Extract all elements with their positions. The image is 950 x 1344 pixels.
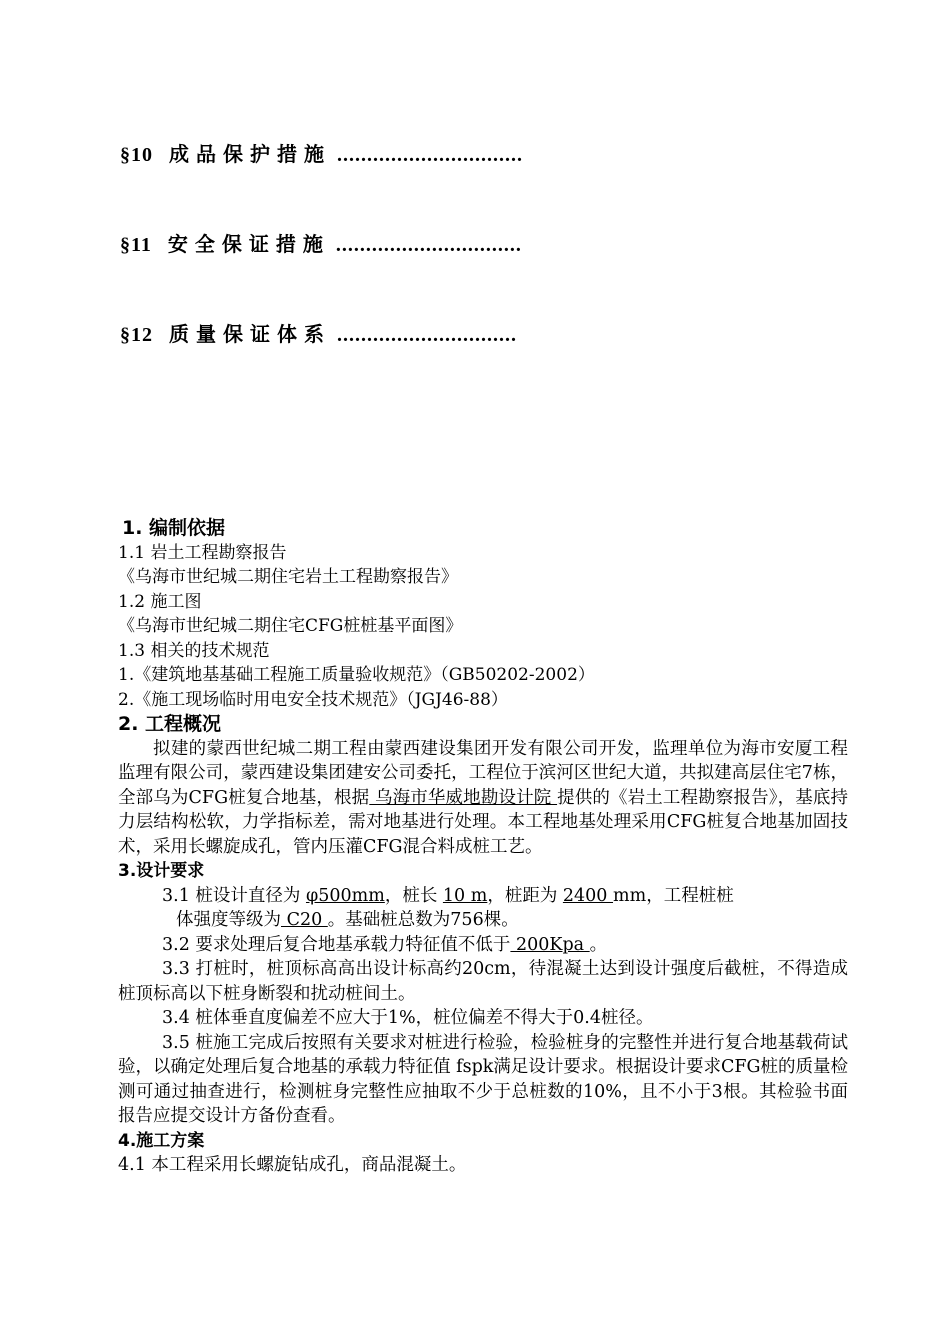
req-text: 3.1 桩设计直径为 xyxy=(162,885,306,906)
basis-item: 1.《建筑地基基础工程施工质量验收规范》（GB50202-2002） xyxy=(118,665,595,685)
basis-item: 2.《施工现场临时用电安全技术规范》（JGJ46-88） xyxy=(118,689,508,710)
bearing-capacity: 200Kpa xyxy=(510,934,590,955)
toc-section-number: §10 xyxy=(120,144,153,166)
toc-title: 质量保证体系 xyxy=(169,324,331,346)
req-3-1-line1 xyxy=(118,884,848,909)
req-3-2 xyxy=(118,933,848,958)
document-body xyxy=(118,516,848,1178)
section-2-heading: 2. 工程概况 xyxy=(118,713,222,735)
section-3-heading: 3.设计要求 xyxy=(118,861,205,881)
toc-dots: ............................... xyxy=(335,234,522,256)
toc-section-number: §11 xyxy=(120,234,152,256)
toc-section-number: §12 xyxy=(120,324,153,346)
basis-item: 1.2 施工图 xyxy=(118,591,202,612)
pile-length: 10 m xyxy=(442,885,488,906)
toc-title: 安全保证措施 xyxy=(167,234,330,256)
req-text: 体强度等级为 xyxy=(176,910,281,930)
toc-dots: .............................. xyxy=(337,324,517,346)
overview-text: 拟建的蒙西世纪城二期工程由蒙西建设集团开发有限公司开发，监理单位为海市安厦工程监理有限公司，蒙西建设集团建安公司委托，工程位于滨河区世纪大道，共拟建高层住宅7栋，全部乌为CFG桩复合地基，根据 xyxy=(118,738,848,808)
req-3-1-line2 xyxy=(118,908,848,933)
basis-item: 《乌海市世纪城二期住宅岩土工程勘察报告》 xyxy=(118,567,458,587)
basis-item: 1.1 岩土工程勘察报告 xyxy=(118,542,287,563)
toc-entry-11 xyxy=(120,228,522,257)
req-text: mm，工程桩桩 xyxy=(613,885,734,906)
strength-grade: C20 xyxy=(281,910,328,930)
toc-entry-10 xyxy=(120,138,523,167)
toc-dots: ............................... xyxy=(337,144,523,166)
section-1-heading: 1. 编制依据 xyxy=(122,517,226,539)
req-text: 。基础桩总数为756棵。 xyxy=(327,910,519,930)
survey-company: 乌海市华威地勘设计院 xyxy=(369,787,558,808)
req-3-5: 3.5 桩施工完成后按照有关要求对桩进行检验，检验桩身的完整性并进行复合地基载荷试验，以确定处理后复合地基的承载力特征值 fspk满足设计要求。根据设计要求CFG桩的质量检测可通过抽查进行，检测桩身完整性应抽取不少于总桩数的10%，且不小于3根。其检验书面报告应提交设计方备份查看。 xyxy=(118,1032,848,1126)
overview-text-cont: 提供的《岩土工程勘察报告》，基底持力层结构松软，力学指标差，需对地基进行处理。本工程地基处理采用CFG桩复合地基加固技术，采用长螺旋成孔，管内压灌CFG混合料成桩工艺。 xyxy=(118,787,849,857)
req-3-4: 3.4 桩体垂直度偏差不应大于1%，桩位偏差不得大于0.4桩径。 xyxy=(162,1008,654,1028)
pile-diameter: φ500mm xyxy=(305,885,385,906)
pile-spacing: 2400 xyxy=(562,885,614,906)
basis-item: 1.3 相关的技术规范 xyxy=(118,640,270,661)
req-text: 3.2 要求处理后复合地基承载力特征值不低于 xyxy=(162,934,511,955)
overview-paragraph xyxy=(118,737,848,860)
plan-4-1: 4.1 本工程采用长螺旋钻成孔，商品混凝土。 xyxy=(118,1155,467,1175)
req-text: ，桩长 xyxy=(384,885,443,906)
toc-title: 成品保护措施 xyxy=(169,144,331,166)
req-text: 。 xyxy=(589,934,608,955)
section-4-heading: 4.施工方案 xyxy=(118,1130,205,1151)
req-3-3: 3.3 打桩时，桩顶标高高出设计标高约20cm，待混凝土达到设计强度后截桩，不得造成桩顶标高以下桩身断裂和扰动桩间土。 xyxy=(118,959,848,1004)
toc-entry-12 xyxy=(120,318,517,347)
req-text: ，桩距为 xyxy=(487,885,563,906)
basis-item: 《乌海市世纪城二期住宅CFG桩桩基平面图》 xyxy=(118,616,463,636)
